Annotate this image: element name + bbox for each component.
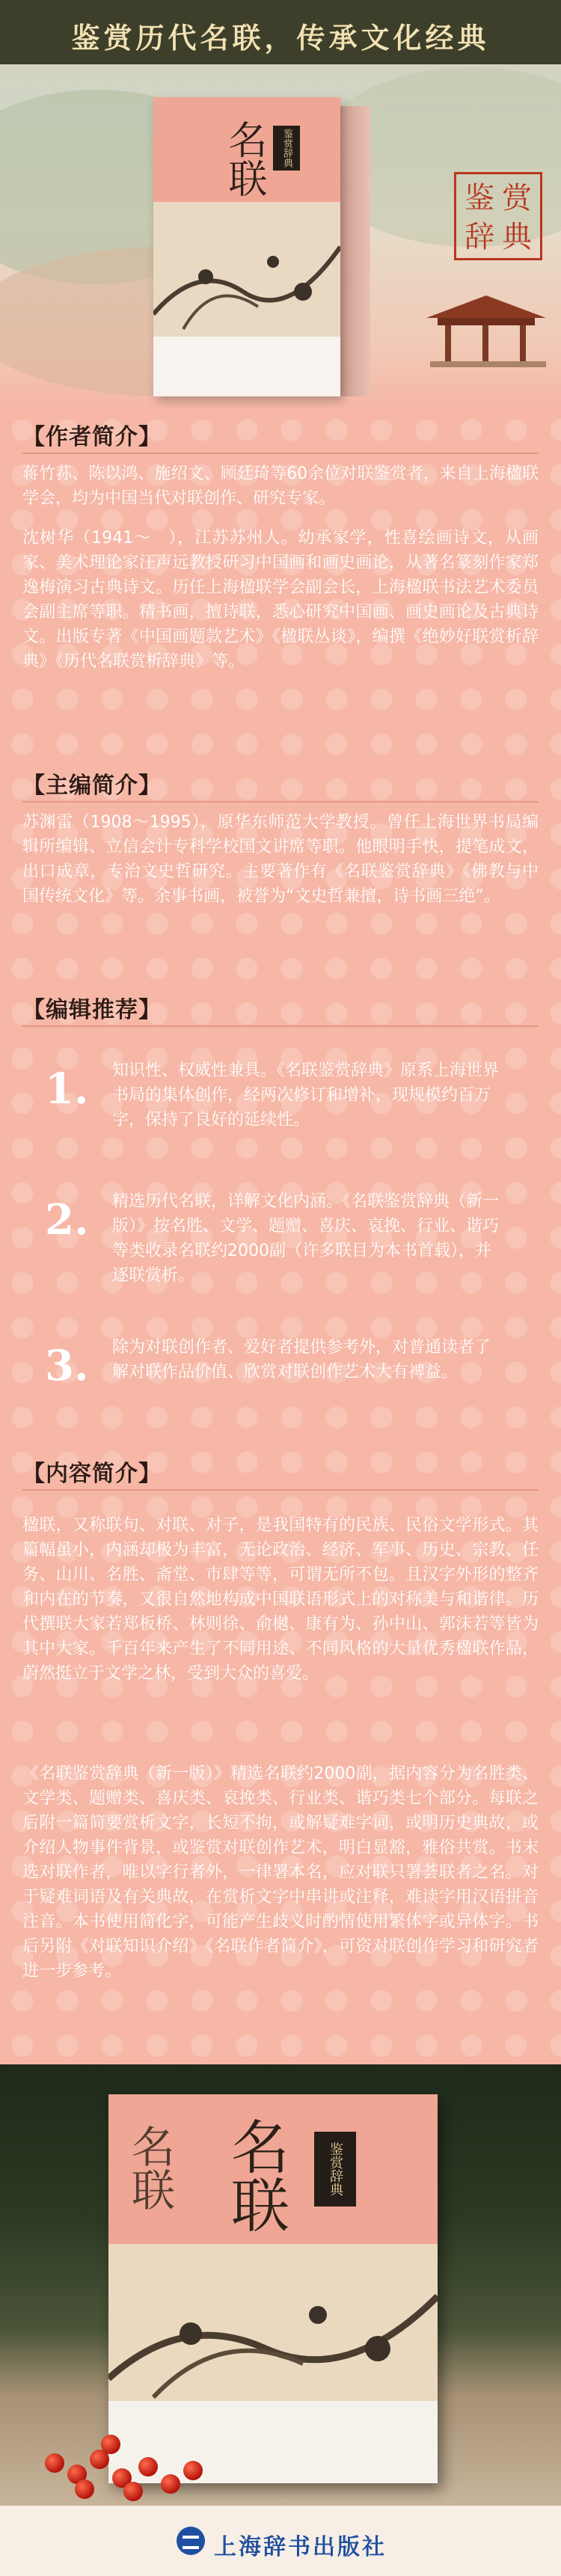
seal-stamp — [454, 172, 542, 260]
product-photo — [0, 2064, 561, 2506]
berry-decoration — [183, 2461, 203, 2480]
hero-banner — [0, 0, 561, 408]
book-bottom-band — [153, 337, 340, 396]
seal-char: 典 — [502, 220, 532, 254]
book-label: 鉴赏辞典 — [273, 126, 300, 171]
section-divider — [22, 1025, 539, 1027]
seal-char: 鉴 — [465, 181, 494, 215]
book-cover-image — [153, 97, 340, 396]
section-divider — [22, 1489, 539, 1491]
recommend-text: 知识性、权威性兼具。《名联鉴赏辞典》原系上海世界书局的集体创作，经两次修订和增补，现规模约百万字，保持了良好的延续性。 — [112, 1061, 500, 1129]
berry-decoration — [161, 2474, 180, 2494]
author-paragraph: 沈树华（1941～ ），江苏苏州人。幼承家学，性喜绘画诗文，从画家、美术理论家汪声远教授研习中国画和画史画论，从著名篆刻作家郑逸梅演习古典诗文。历任上海楹联学会副会长，上海楹联书法艺术委员会副主席等职。精书画，擅诗联，悉心研究中国画、画史画论及古典诗文。出版专著《中国画题款艺术》《楹联丛谈》，编撰《绝妙好联赏析辞典》《历代名联赏析辞典》等。 — [22, 529, 539, 671]
book-label: 鉴赏辞典 — [314, 2132, 356, 2207]
editor-paragraph: 苏渊雷（1908～1995），原华东师范大学教授。曾任上海世界书局编辑所编辑、立信会计专科学校国文讲席等职。他眼明手快，提笔成文，出口成章，专治文史哲研究。主要著作有《名联鉴赏辞典》《佛教与中国传统文化》等。余事书画，被誉为“文史哲兼擅，诗书画三绝”。 — [22, 813, 539, 906]
publisher-footer — [0, 2506, 561, 2576]
book-photo — [108, 2094, 438, 2483]
content-area — [0, 408, 561, 2064]
author-paragraph: 蒋竹荪、陈以鸿、施绍文、顾廷琦等60余位对联鉴赏者，来自上海楹联学会，均为中国当代对联创作、研究专家。 — [22, 464, 539, 508]
recommend-item — [45, 1189, 524, 1301]
book-front — [153, 97, 340, 396]
hero-title: 鉴赏历代名联，传承文化经典 — [71, 21, 490, 55]
recommend-text: 除为对联创作者、爱好者提供参考外，对普通读者了解对联作品价值、欣赏对联创作艺术大有裨益。 — [112, 1338, 491, 1381]
book-spine-title: 名联 — [124, 2124, 175, 2211]
section-title-content: 【内容简介】 — [22, 1461, 162, 1487]
seal-char: 赏 — [502, 181, 532, 215]
recommend-text: 精选历代名联，详解文化内涵。《名联鉴赏辞典（新一版）》按名胜、文学、题赠、喜庆、哀挽、行业、谐巧等类收录名联约2000副（许多联目为本书首载），并逐联赏析。 — [112, 1192, 500, 1285]
book-title: 名联 — [221, 2117, 289, 2233]
book-front — [108, 2094, 438, 2483]
book-spine — [340, 106, 370, 396]
content-paragraph: 楹联，又称联句、对联、对子，是我国特有的民族、民俗文学形式。其篇幅虽小，内涵却极为丰富，无论政治、经济、军事、历史、宗教、任务、山川、名胜、斋堂、市肆等等，可谓无所不包。且汉字外形的整齐和内在的节奏，又很自然地构成中国联语形式上的对称美与和谐律。历代撰联大家若郑板桥、林则徐、俞樾、康有为、孙中山、郭沫若等皆为其中大家。千百年来产生了不同用途、不同风格的大量优秀楹联作品，蔚然挺立于文学之林，受到大众的喜爱。 — [22, 1516, 539, 1683]
seal-char: 辞 — [465, 220, 494, 254]
section-title-recommend: 【编辑推荐】 — [22, 997, 162, 1023]
book-title: 名联 — [221, 120, 266, 197]
book-painting — [153, 202, 340, 337]
berry-decoration — [101, 2435, 120, 2454]
content-paragraph: 《名联鉴赏辞典（新一版）》精选名联约2000副，据内容分为名胜类、文学类、题赠类、喜庆类、哀挽类、行业类、谐巧类七个部分。每联之后附一篇简要赏析文字，长短不拘，或解疑难字词，或明历史典故，或介绍人物事件背景，或鉴赏对联创作艺术，明白显豁，雅俗共赏。书末选对联作者，唯以字行者外，一律署本名，应对联只署荟联者之名。对于疑难词语及有关典故，在赏析文字中串讲或注释，难读字用汉语拼音注音。本书使用简化字，可能产生歧义时酌情使用繁体字或异体字。书后另附《对联知识介绍》《名联作者简介》，可资对联创作学习和研究者进一步参考。 — [22, 1764, 539, 1981]
section-divider — [22, 801, 539, 803]
recommend-number: 3. — [45, 1341, 89, 1390]
publisher-name: 上海辞书出版社 — [214, 2534, 387, 2560]
recommend-number: 2. — [45, 1195, 89, 1245]
recommend-item — [45, 1335, 524, 1447]
book-bottom-band — [108, 2401, 438, 2483]
berry-decoration — [123, 2482, 143, 2501]
berry-decoration — [45, 2453, 64, 2473]
recommend-item — [45, 1058, 524, 1171]
section-divider — [22, 453, 539, 454]
section-title-author: 【作者简介】 — [22, 424, 162, 450]
section-title-editor: 【主编简介】 — [22, 773, 162, 799]
publisher-logo-icon — [177, 2527, 205, 2555]
recommend-number: 1. — [45, 1064, 89, 1114]
book-painting — [108, 2244, 438, 2401]
pavilion-illustration — [419, 280, 554, 370]
berry-decoration — [75, 2480, 94, 2499]
berry-decoration — [138, 2457, 158, 2477]
